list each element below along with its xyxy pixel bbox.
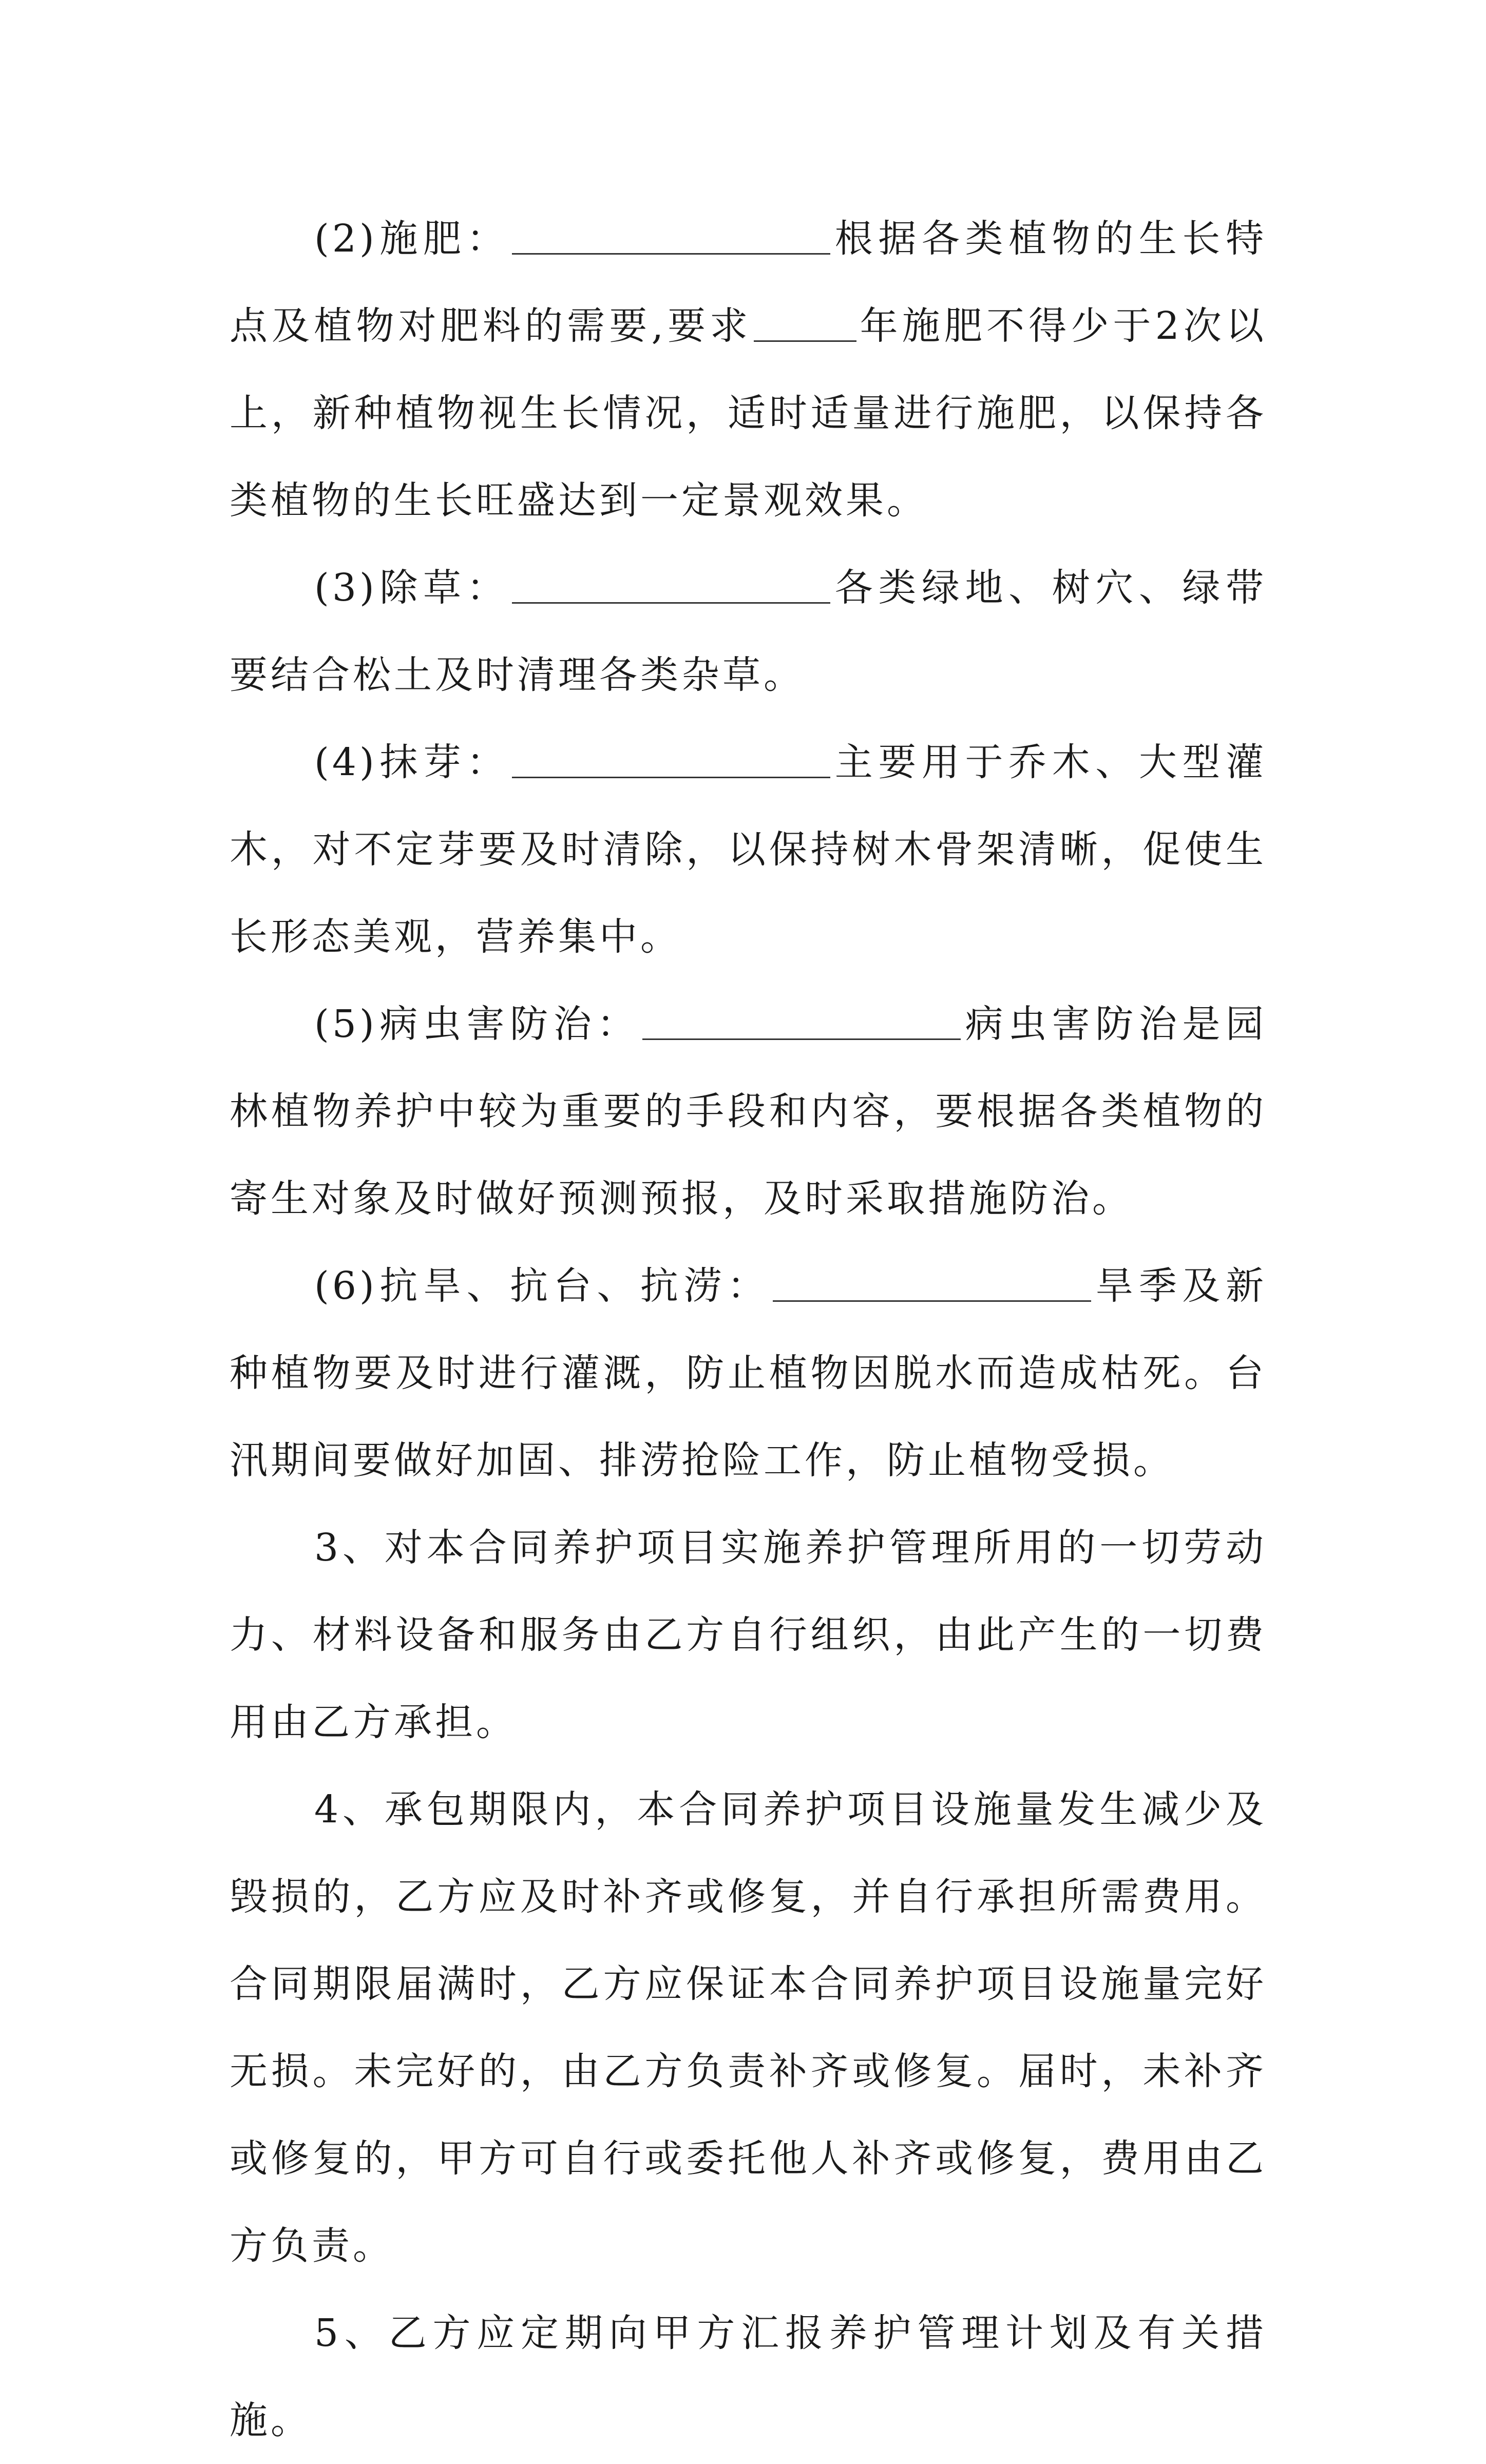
weeding-text: 各类绿地、树穴、绿带要结合松土及时清理各类杂草。	[230, 566, 1267, 697]
paragraph-weeding	[230, 544, 1267, 719]
fertilize-year-blank[interactable]	[754, 304, 856, 342]
paragraph-debudding	[230, 719, 1267, 980]
paragraph-clause-4: 4、承包期限内，本合同养护项目设施量发生减少及毁损的，乙方应及时补齐或修复，并自行承担所需费用。合同期限届满时，乙方应保证本合同养护项目设施量完好无损。未完好的，由乙方负责补齐或修复。届时，未补齐或修复的，甲方可自行或委托他人补齐或修复，费用由乙方负责。	[230, 1787, 1267, 2268]
pest-text: 病虫害防治是园林植物养护中较为重要的手段和内容，要根据各类植物的寄生对象及时做好预测预报，及时采取措施防治。	[230, 1002, 1267, 1221]
drought-heading: (6)抗旱、抗台、抗涝：	[314, 1264, 771, 1308]
weeding-heading: (3)除草：	[314, 566, 510, 610]
debudding-text: 主要用于乔木、大型灌木，对不定芽要及时清除，以保持树木骨架清晰，促使生长形态美观，营养集中。	[230, 740, 1267, 959]
fertilize-heading: (2)施肥：	[314, 217, 510, 261]
fertilize-text-2: 年施肥不得少于2次以上，新种植物视生长情况，适时适量进行施肥，以保持各类植物的生长旺盛达到一定景观效果。	[230, 304, 1267, 523]
fertilize-text: 根据各类植物的生长特点及植物对肥料的需要,要求	[230, 217, 1267, 348]
pest-heading: (5)病虫害防治：	[314, 1002, 640, 1046]
weeding-blank[interactable]	[512, 566, 830, 604]
paragraph-clause-5: 5、乙方应定期向甲方汇报养护管理计划及有关措施。	[230, 2311, 1267, 2442]
drought-text: 旱季及新种植物要及时进行灌溉，防止植物因脱水而造成枯死。台汛期间要做好加固、排涝抢险工作，防止植物受损。	[230, 1264, 1267, 1483]
paragraph-drought	[230, 1242, 1267, 1504]
fertilize-blank[interactable]	[512, 217, 830, 255]
paragraph-fertilize	[230, 195, 1267, 544]
paragraph-pest-control	[230, 980, 1267, 1242]
debudding-heading: (4)抹芽：	[314, 740, 510, 784]
drought-blank[interactable]	[773, 1264, 1091, 1302]
paragraph-clause-3: 3、对本合同养护项目实施养护管理所用的一切劳动力、材料设备和服务由乙方自行组织，由此产生的一切费用由乙方承担。	[230, 1526, 1267, 1744]
document-body	[230, 195, 1267, 2464]
debudding-blank[interactable]	[512, 741, 830, 778]
pest-blank[interactable]	[642, 1003, 961, 1040]
